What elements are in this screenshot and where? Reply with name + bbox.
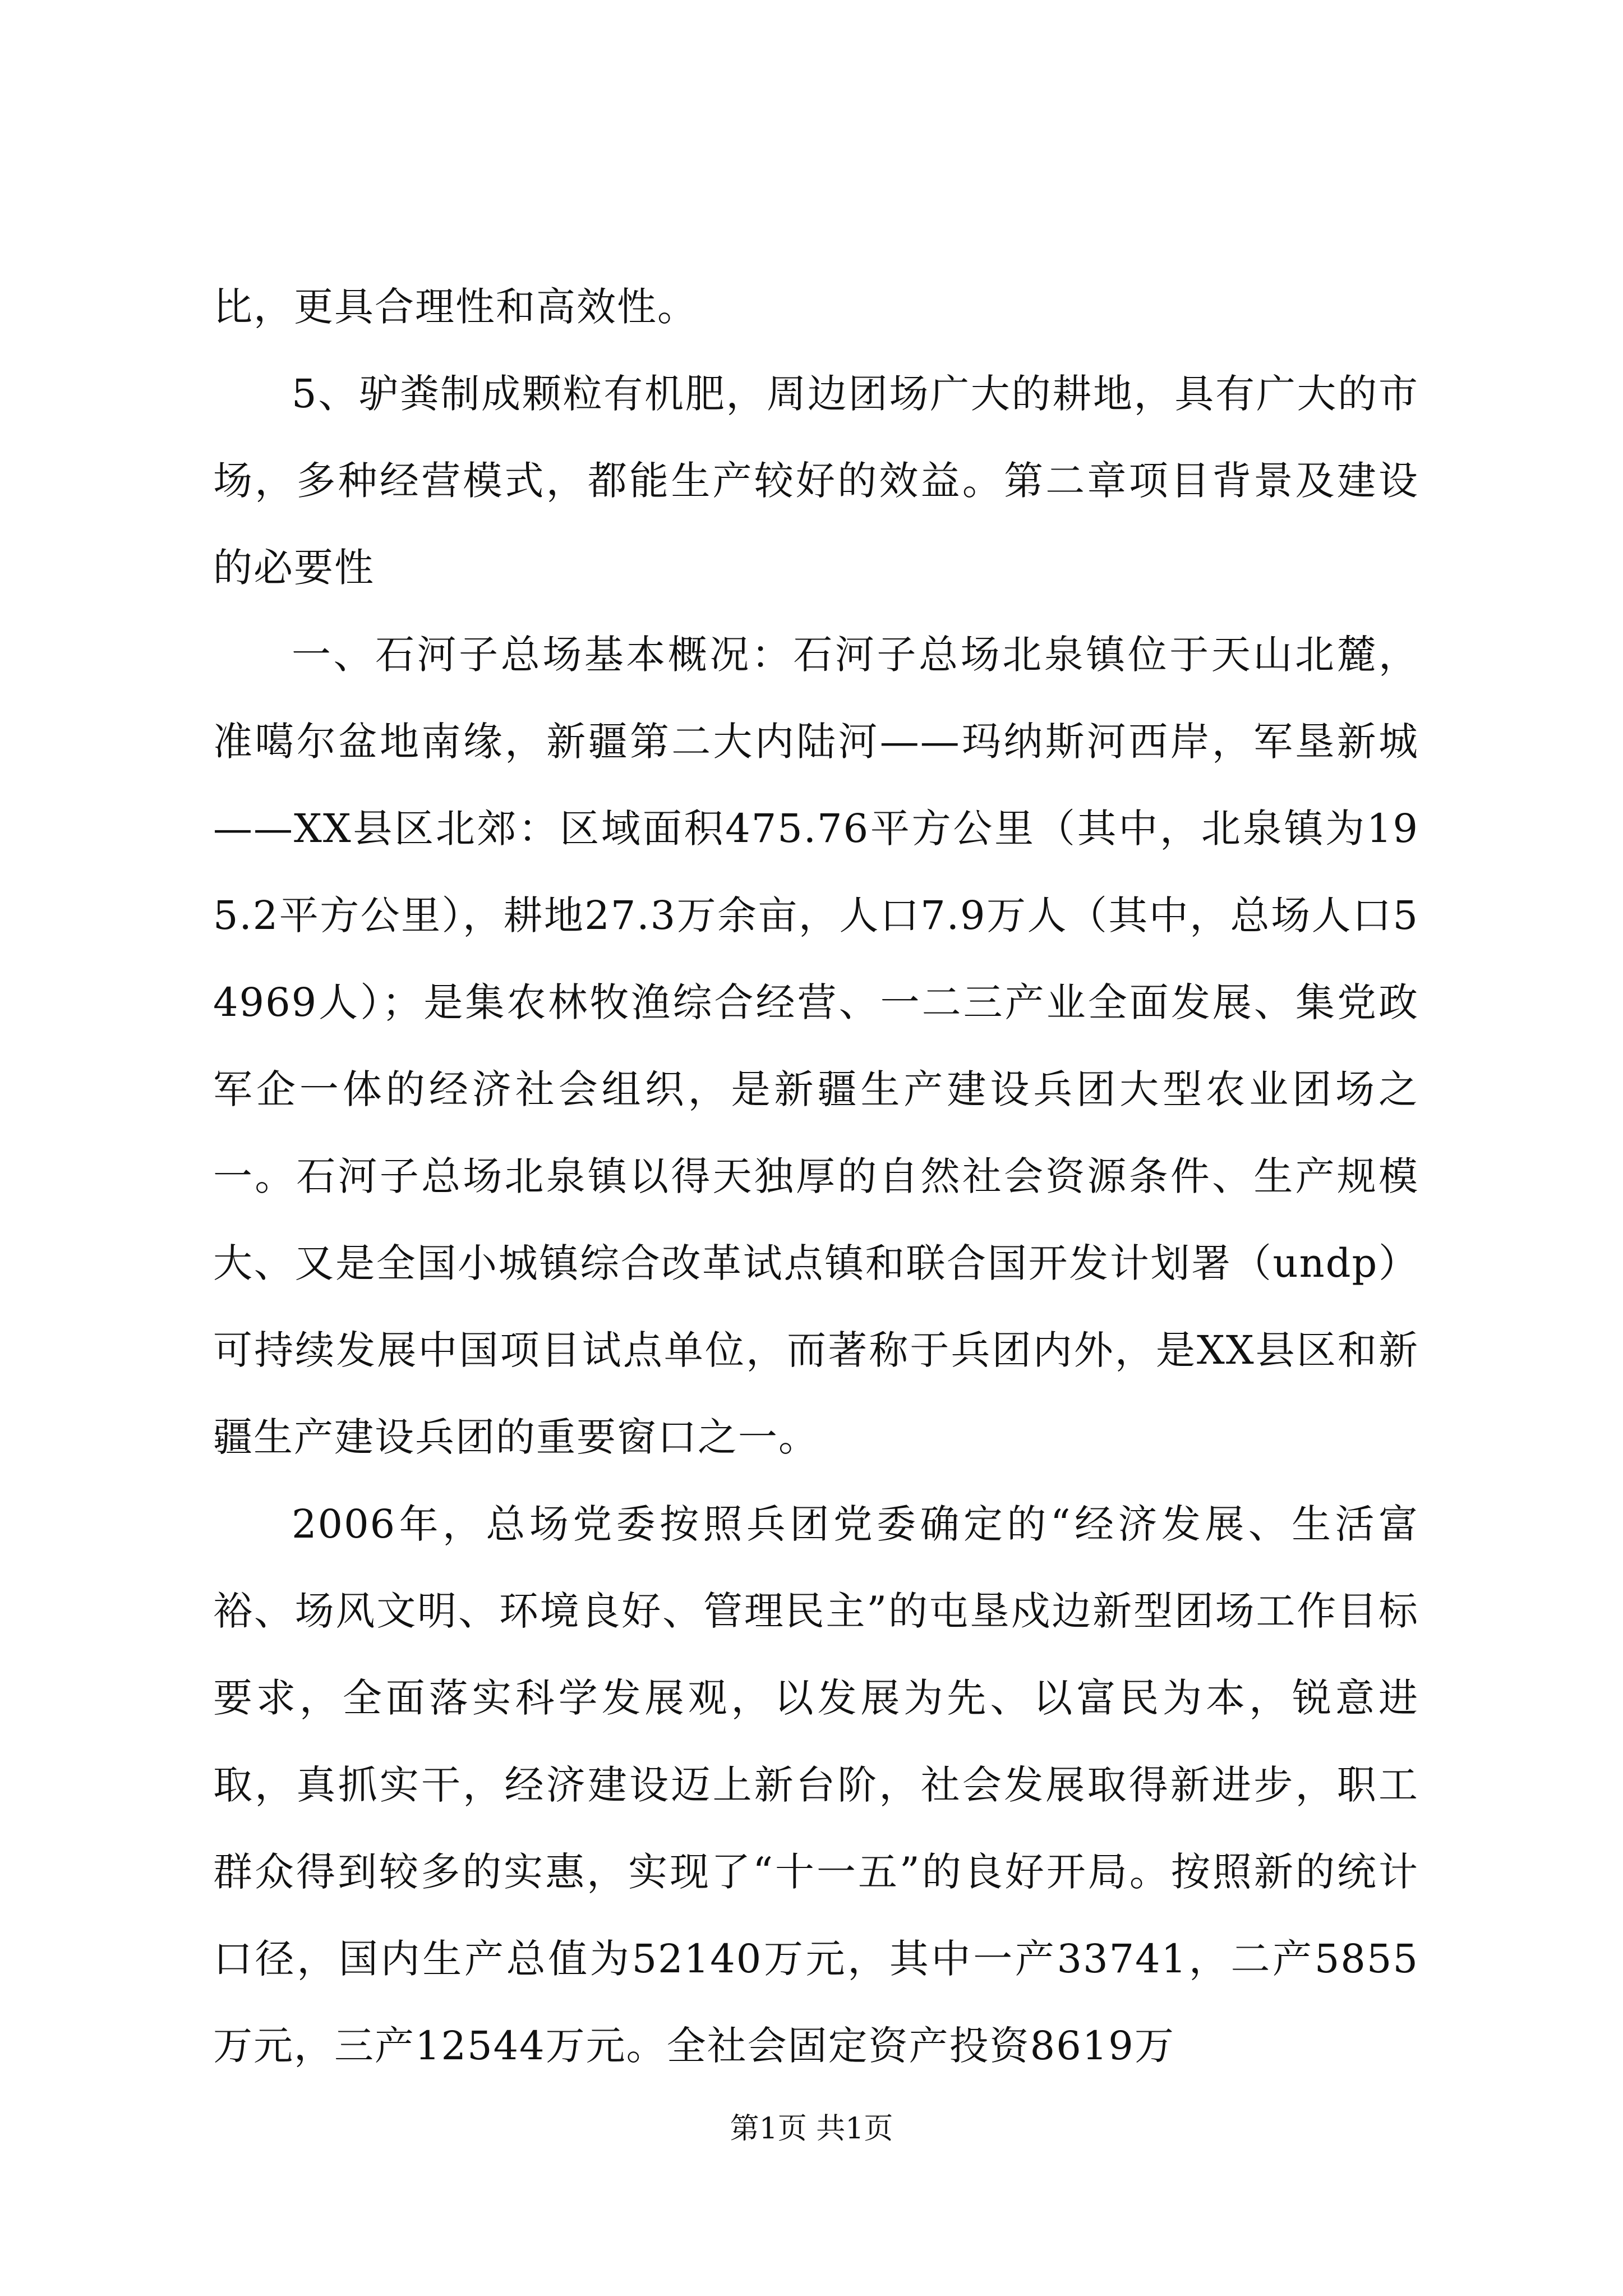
document-body: [213, 264, 1419, 2090]
paragraph-item-5: 5、驴粪制成颗粒有机肥，周边团场广大的耕地，具有广大的市场，多种经营模式，都能生产较好的效益。第二章项目背景及建设的必要性: [213, 371, 1419, 591]
paragraph-overview: 一、石河子总场基本概况：石河子总场北泉镇位于天山北麓，准噶尔盆地南缘，新疆第二大内陆河——玛纳斯河西岸，军垦新城——XX县区北郊：区域面积475.76平方公里（其中，北泉镇为195.2平方公里），耕地27.3万余亩，人口7.9万人（其中，总场人口54969人）；是集农林牧渔综合经营、一二三产业全面发展、集党政军企一体的经济社会组织，是新疆生产建设兵团大型农业团场之一。石河子总场北泉镇以得天独厚的自然社会资源条件、生产规模大、又是全国小城镇综合改革试点镇和联合国开发计划署（undp）可持续发展中国项目试点单位，而著称于兵团内外，是XX县区和新疆生产建设兵团的重要窗口之一。: [213, 632, 1419, 1460]
paragraph-continuation: 比，更具合理性和高效性。: [213, 284, 698, 330]
paragraph-2006: 2006年，总场党委按照兵团党委确定的“经济发展、生活富裕、场风文明、环境良好、管理民主”的屯垦戍边新型团场工作目标要求，全面落实科学发展观，以发展为先、以富民为本，锐意进取，真抓实干，经济建设迈上新台阶，社会发展取得新进步，职工群众得到较多的实惠，实现了“十一五”的良好开局。按照新的统计口径，国内生产总值为52140万元，其中一产33741，二产5855万元，三产12544万元。全社会固定资产投资8619万: [213, 1501, 1419, 2069]
page-footer: 第1页 共1页: [730, 2112, 893, 2146]
